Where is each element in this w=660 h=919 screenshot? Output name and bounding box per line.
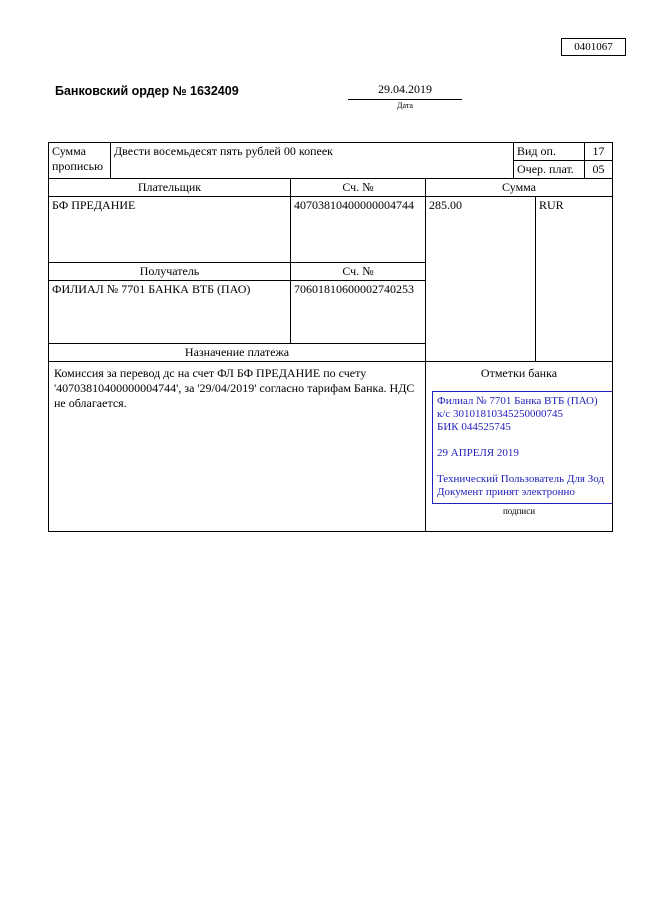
payer-header: Плательщик [49,179,291,197]
form-code-box [561,38,626,56]
op-type-value-cell: 17 [585,143,613,161]
stamp-gap [437,434,609,447]
bank-order-table [48,142,613,532]
bank-marks-cell [426,362,613,532]
form-code: 0401067 [574,41,613,53]
currency-cell: RUR [536,197,613,362]
payer-name-cell: БФ ПРЕДАНИЕ [49,197,291,263]
op-type-label-cell: Вид оп. [514,143,585,161]
priority-value-cell: 05 [585,161,613,179]
amount-words-label-cell: Сумма прописью [49,143,111,179]
date-block [348,82,462,110]
payer-account-cell: 40703810400000004744 [291,197,426,263]
stamp-gap [437,460,609,473]
priority-label-cell: Очер. плат. [514,161,585,179]
stamp-line-branch: Филиал № 7701 Банка ВТБ (ПАО) [437,395,598,407]
bank-stamp [432,391,613,504]
stamp-line-accepted: Документ принят электронно [437,486,575,498]
payee-name-cell: ФИЛИАЛ № 7701 БАНКА ВТБ (ПАО) [49,281,291,344]
document-title: Банковский ордер № 1632409 [55,84,239,98]
date-value: 29.04.2019 [348,82,462,100]
stamp-line-user: Технический Пользователь Для Зод [437,473,605,485]
payee-header: Получатель [49,263,291,281]
payee-account-cell: 70601810600002740253 [291,281,426,344]
purpose-cell [49,362,426,532]
stamp-line-date: 29 АПРЕЛЯ 2019 [437,447,519,459]
stamp-line-bik: БИК 044525745 [437,421,511,433]
amount-words-cell: Двести восемьдесят пять рублей 00 копеек [111,143,514,179]
stamp-line-corr-account: к/с 30101810345250000745 [437,408,564,420]
purpose-text: Комиссия за перевод дс на счет ФЛ БФ ПРЕДАНИЕ по счету '40703810400000004744', за '29/04/2019' согласно тарифам Банка. НДС не облагается. [54,366,415,410]
payee-account-header: Сч. № [291,263,426,281]
payer-account-header: Сч. № [291,179,426,197]
purpose-header: Назначение платежа [49,344,426,362]
sum-header: Сумма [426,179,613,197]
bank-marks-label: Отметки банка [480,366,558,380]
sum-value-cell: 285.00 [426,197,536,362]
signatures-label: подписи [502,506,536,516]
date-label: Дата [397,101,413,110]
